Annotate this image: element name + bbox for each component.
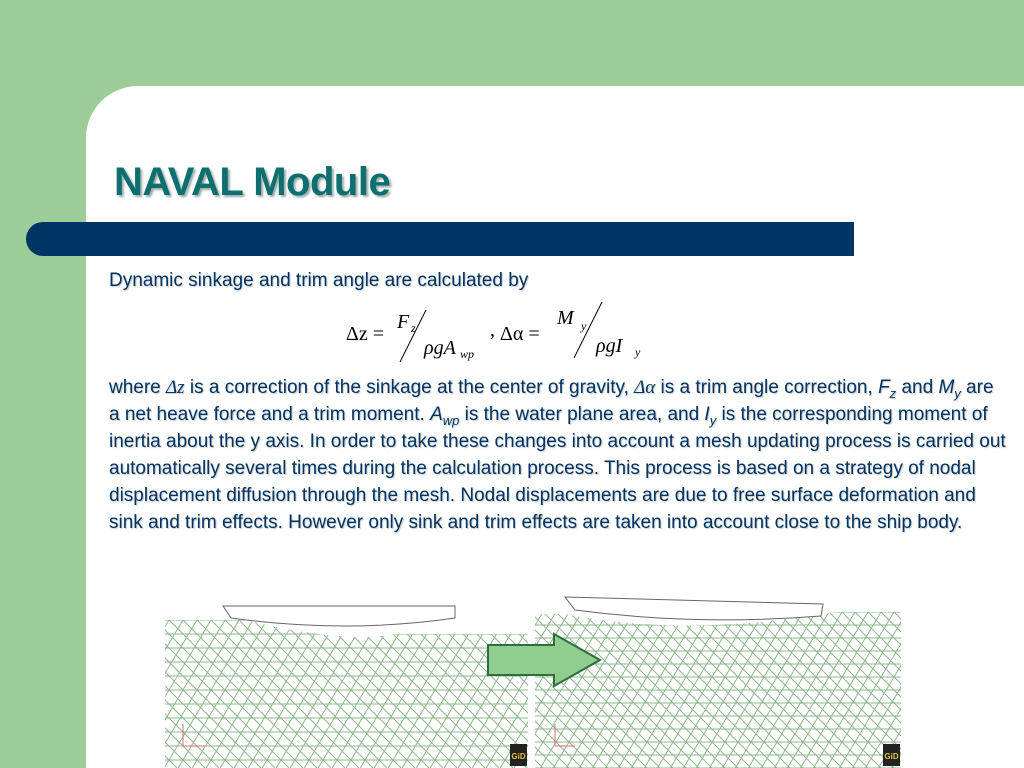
formula-wp: wp [460, 347, 475, 361]
formula-fz-sub: z [411, 321, 416, 335]
formula-my: M [557, 307, 574, 329]
mesh-figure-before [165, 604, 528, 768]
gid-logo-text: GiD [884, 752, 899, 761]
transition-arrow-icon [486, 632, 604, 688]
delta-alpha-symbol: Δα [634, 377, 656, 398]
title-bar [26, 222, 854, 256]
description-paragraph: where Δz is a correction of the sinkage at the center of gravity, Δα is a trim angle correction, $F_z$ and $M_y$ are a net heave force and a trim moment. $A_{wp}$ is the water plane area, and $I_y$ is the corresponding moment of inertia about the y axis. In order to take these changes into account a mesh updating process is carried out automatically several times during the calculation process. This process is based on a strategy of nodal displacement diffusion through the mesh. Nodal displacements are due to free surface deformation and sink and trim effects. However only sink and trim effects are taken into account close to the ship body. [109, 377, 1006, 533]
delta-z-symbol: Δz [166, 377, 185, 398]
formula-rho-g-i: ρgI [596, 335, 623, 357]
formula-dalpha: Δα = [500, 323, 540, 345]
formula-fz: F [397, 311, 410, 333]
slide-title: NAVAL Module [114, 160, 391, 204]
formula-dz: Δz = [346, 323, 385, 345]
intro-text: Dynamic sinkage and trim angle are calculated by [109, 270, 529, 291]
gid-logo-text: GiD [511, 752, 526, 761]
formula-iy-sub: y [635, 345, 641, 359]
formula-rho-g-a: ρgA [424, 337, 456, 359]
sinkage-trim-formula [330, 296, 660, 366]
formula-my-sub: y [581, 319, 587, 333]
formula-comma: , [490, 319, 495, 341]
